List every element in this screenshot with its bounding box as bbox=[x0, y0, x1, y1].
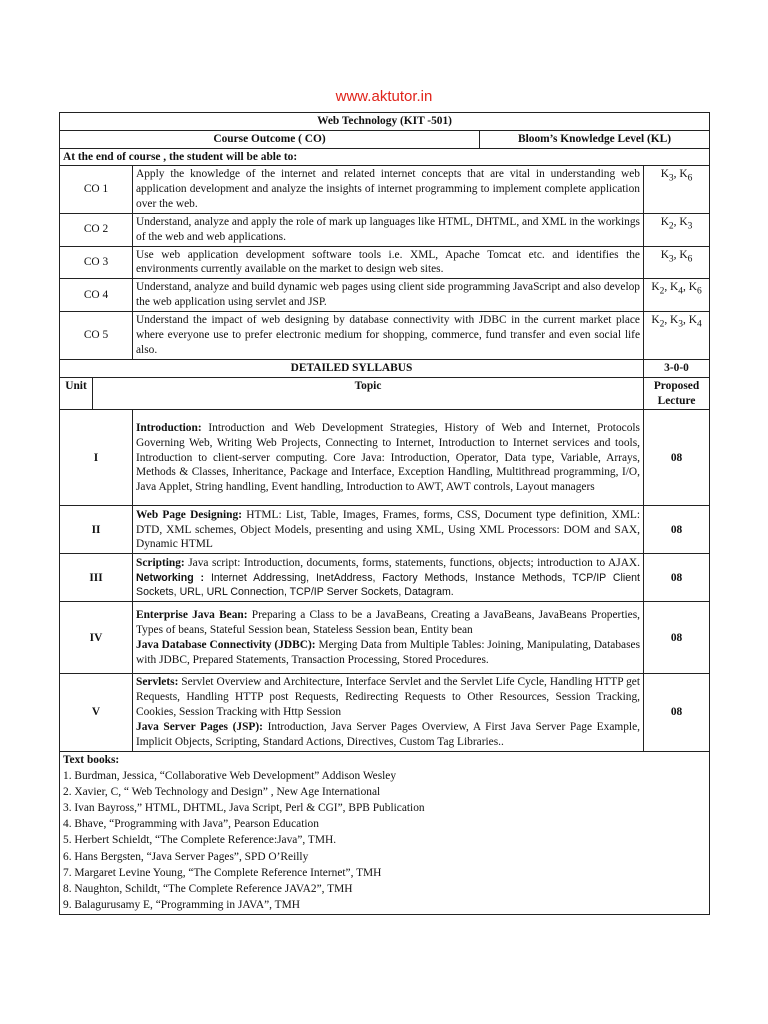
topic-text: Internet Addressing, InetAddress, Factory Methods, Instance Methods, TCP/IP Client Sockets, URL, URL Connection, TCP/IP Server Sockets, Datagram. bbox=[136, 571, 640, 599]
topic-heading: Java Server Pages (JSP): bbox=[136, 720, 263, 733]
outcome-intro: At the end of course , the student will be able to: bbox=[60, 148, 710, 166]
co-knowledge-level bbox=[644, 166, 710, 213]
co-code: CO 1 bbox=[60, 166, 133, 213]
topic-text: Merging Data from Multiple Tables: Joining, Manipulating, Databases with JDBC, Prepared Statements, Transaction Processing, Stored Procedures. bbox=[136, 638, 640, 666]
co-description: Understand, analyze and build dynamic web pages using client side programming JavaScript and also develop the web application using servlet and JSP. bbox=[133, 279, 644, 312]
co-row bbox=[60, 311, 710, 359]
unit-number: IV bbox=[60, 602, 133, 674]
unit-lectures: 08 bbox=[644, 554, 710, 602]
bloom-level-header: Bloom’s Knowledge Level (KL) bbox=[480, 130, 710, 148]
textbook-item: 7. Margaret Levine Young, “The Complete Reference Internet”, TMH bbox=[63, 866, 382, 879]
textbook-item: 3. Ivan Bayross,” HTML, DHTML, Java Script, Perl & CGI”, BPB Publication bbox=[63, 801, 425, 814]
topic-part bbox=[136, 609, 640, 636]
co-row bbox=[60, 279, 710, 312]
textbooks-list bbox=[63, 768, 706, 914]
unit-row bbox=[60, 554, 710, 602]
textbook-item: 5. Herbert Schieldt, “The Complete Reference:Java”, TMH. bbox=[63, 834, 337, 847]
unit-number: II bbox=[60, 506, 133, 554]
co-code: CO 5 bbox=[60, 311, 133, 359]
ltp-value: 3-0-0 bbox=[644, 359, 710, 377]
syllabus-units bbox=[60, 410, 710, 751]
topic-text: Servlet Overview and Architecture, Interface Servlet and the Servlet Life Cycle, Handling HTTP get Requests, Handling HTTP post Requests, Redirecting Requests to Other Resources, Session Tracking, Cookies, Session Tracking with Http Session bbox=[136, 676, 640, 719]
topic-part bbox=[136, 509, 640, 551]
topic-heading: Enterprise Java Bean: bbox=[136, 609, 248, 622]
co-row bbox=[60, 246, 710, 279]
co-description: Apply the knowledge of the internet and related internet concepts that are vital in understanding web application development and analyze the insights of internet programming to implement complete application over the web. bbox=[133, 166, 644, 213]
outcome-intro-row bbox=[60, 148, 710, 166]
topic-text: Preparing a Class to be a JavaBeans, Creating a JavaBeans, JavaBeans Properties, Types of beans, Stateful Session bean, Stateless Session bean, Entity bean bbox=[136, 609, 640, 637]
topic-text: HTML: List, Table, Images, Frames, forms, CSS, Document type definition, XML: DTD, XML schemes, Object Models, presenting and using XML, Using XML Processors: DOM and SAX, Dynamic HTML bbox=[136, 508, 640, 551]
textbook-item: 2. Xavier, C, “ Web Technology and Design” , New Age International bbox=[63, 785, 381, 798]
co-description: Use web application development software tools i.e. XML, Apache Tomcat etc. and identifies the environments currently available on the market to design web sites. bbox=[133, 246, 644, 279]
topic-heading: Scripting: bbox=[136, 556, 185, 569]
unit-topics bbox=[133, 674, 644, 751]
unit-lectures: 08 bbox=[644, 410, 710, 506]
topic-part bbox=[136, 639, 640, 666]
topic-heading: Introduction: bbox=[136, 421, 202, 434]
co-knowledge-level bbox=[644, 311, 710, 359]
outcome-header-row bbox=[60, 130, 710, 148]
co-description: Understand, analyze and apply the role of mark up languages like HTML, DHTML, and XML in the workings of the web and web applications. bbox=[133, 213, 644, 246]
textbooks-row bbox=[60, 751, 710, 915]
kl-value: $K_2$, $K_3$ bbox=[660, 215, 693, 232]
co-knowledge-level bbox=[644, 213, 710, 246]
textbook-item: 8. Naughton, Schildt, “The Complete Reference JAVA2”, TMH bbox=[63, 882, 353, 895]
course-outcomes bbox=[60, 166, 710, 359]
lecture-header-line-1: Proposed bbox=[653, 379, 700, 392]
unit-lectures: 08 bbox=[644, 674, 710, 751]
unit-topics bbox=[133, 554, 644, 602]
site-url: www.aktutor.in bbox=[335, 88, 433, 105]
topic-heading: Networking : bbox=[136, 571, 205, 584]
textbook-item: 4. Bhave, “Programming with Java”, Pearson Education bbox=[63, 818, 319, 831]
course-title-row bbox=[60, 113, 710, 131]
unit-header: Unit bbox=[60, 377, 93, 410]
topic-part bbox=[136, 557, 640, 569]
unit-number: I bbox=[60, 410, 133, 506]
lecture-header-line-2: Lecture bbox=[657, 394, 696, 407]
co-code: CO 3 bbox=[60, 246, 133, 279]
topic-part bbox=[136, 676, 640, 718]
topic-part bbox=[136, 422, 640, 493]
co-code: CO 2 bbox=[60, 213, 133, 246]
co-description: Understand the impact of web designing by database connectivity with JDBC in the current market place where everyone use to prefer electronic medium for shopping, commerce, fund transfer and even social life also. bbox=[133, 311, 644, 359]
topic-part bbox=[136, 572, 640, 599]
textbooks-cell bbox=[60, 751, 710, 915]
unit-row bbox=[60, 602, 710, 674]
syllabus-title: DETAILED SYLLABUS bbox=[60, 359, 644, 377]
textbooks-title: Text books: bbox=[63, 753, 120, 766]
kl-value: $K_2$, $K_3$, $K_4$ bbox=[651, 313, 702, 330]
syllabus-title-row bbox=[60, 359, 710, 377]
lecture-header bbox=[644, 377, 710, 410]
syllabus-header-row bbox=[60, 377, 710, 410]
topic-text: Introduction and Web Development Strategies, History of Web and Internet, Protocols Governing Web, Writing Web Projects, Connecting to Internet, Introduction to Internet services and tools, Introduction to client-server computing. Core Java: Introduction, Operator, Data type, Variable, Arrays, Methods & Classes, Inheritance, Package and Interface, Exception Handling, Multithread programming, I/O, Java Applet, String handling, Event handling, Introduction to AWT, AWT controls, Layout managers bbox=[136, 421, 640, 494]
kl-value: $K_3$, $K_6$ bbox=[660, 168, 693, 184]
textbook-item: 1. Burdman, Jessica, “Collaborative Web Development” Addison Wesley bbox=[63, 769, 397, 782]
topic-heading: Web Page Designing: bbox=[136, 508, 242, 521]
unit-topics bbox=[133, 506, 644, 554]
co-row bbox=[60, 166, 710, 213]
co-knowledge-level bbox=[644, 246, 710, 279]
kl-value: $K_2$, $K_4$, $K_6$ bbox=[651, 281, 702, 297]
co-row bbox=[60, 213, 710, 246]
unit-row bbox=[60, 506, 710, 554]
unit-lectures: 08 bbox=[644, 506, 710, 554]
unit-topics bbox=[133, 410, 644, 506]
unit-row bbox=[60, 674, 710, 751]
unit-row bbox=[60, 410, 710, 506]
unit-lectures: 08 bbox=[644, 602, 710, 674]
course-title: Web Technology (KIT -501) bbox=[60, 113, 710, 131]
textbook-item: 9. Balagurusamy E, “Programming in JAVA”, TMH bbox=[63, 899, 300, 912]
topic-part bbox=[136, 721, 640, 748]
topic-heading: Servlets: bbox=[136, 676, 179, 689]
kl-value: $K_3$, $K_6$ bbox=[660, 248, 693, 264]
course-outcome-header: Course Outcome ( CO) bbox=[60, 130, 480, 148]
textbook-item: 6. Hans Bergsten, “Java Server Pages”, SPD O’Reilly bbox=[63, 850, 309, 863]
topic-text: Java script: Introduction, documents, forms, statements, functions, objects; introduction to AJAX. bbox=[184, 556, 640, 569]
syllabus-document bbox=[59, 112, 710, 915]
topic-heading: Java Database Connectivity (JDBC): bbox=[136, 638, 316, 651]
topic-header: Topic bbox=[93, 377, 644, 410]
unit-topics bbox=[133, 602, 644, 674]
unit-number: III bbox=[60, 554, 133, 602]
co-code: CO 4 bbox=[60, 279, 133, 312]
co-knowledge-level bbox=[644, 279, 710, 312]
unit-number: V bbox=[60, 674, 133, 751]
topic-text: Introduction, Java Server Pages Overview, A First Java Server Page Example, Implicit Objects, Scripting, Standard Actions, Directives, Custom Tag Libraries.. bbox=[136, 720, 640, 748]
